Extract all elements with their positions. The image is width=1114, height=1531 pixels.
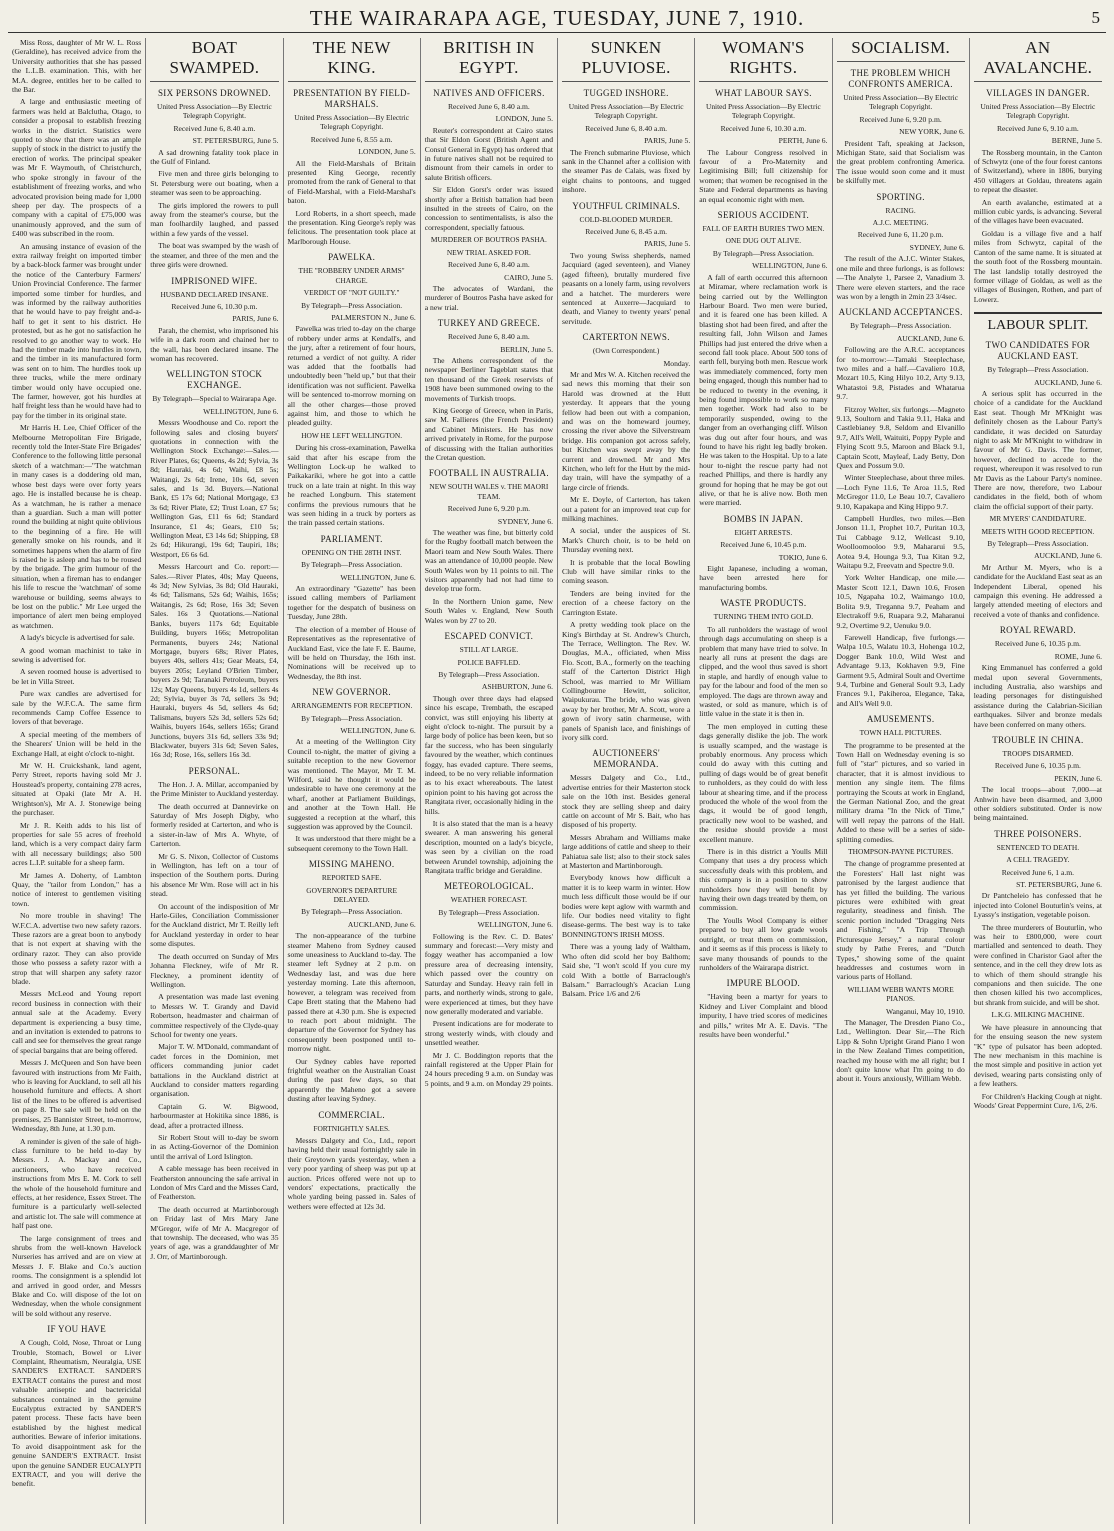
article-paragraph: Dr Pantcheleio has confessed that he injected into Colonel Bouturlin's veins, at Lyassy's instigation, vegetable poison. [973,891,1102,920]
section-heading: AUCKLAND ACCEPTANCES. [838,307,963,318]
subheading: By Telegraph—Press Association. [438,669,540,679]
article-paragraph: Though over three days had elapsed since his escape, Trembath, the escaped convict, was still enjoying his liberty at eight o'clock to-night. The pursuit by a large body of police has been keen, but so far the success, who has been singularly favoured by the weather, which continues foggy, has evaded capture. There seems, indeed, to be no very reliable information as to his exact whereabouts. The latest opinion point to his having got across the Rangitata river, occasionally hiding in the hills. [424,693,553,816]
subheading: NEW TRIAL ASKED FOR. [446,247,531,257]
subheading: United Press Association—By Electric Telegraph Copyright. [843,93,958,112]
place-line: ST. PETERSBURG, June 5. [192,136,279,146]
article-paragraph: President Taft, speaking at Jackson, Michigan State, said that Socialism was the great problem confronting America. The issue would soon come and it must be skilfully met. [836,138,965,186]
subheading: MEETS WITH GOOD RECEPTION. [981,526,1095,536]
column-headline: THE NEW KING. [288,38,416,82]
article-paragraph: King Emmanuel has conferred a gold medal upon several Governments, including Australia, also warships and leading personages for distinguished assistance during the Calabrian-Sicilian earthquakes. Silver and bronze medals have been conferred on many others. [973,663,1102,729]
section-heading: IMPURE BLOOD. [726,978,801,989]
subheading: United Press Association—By Electric Telegraph Copyright. [980,102,1096,121]
article-paragraph: Messrs Harcourt and Co. report:—Sales.—River Plates, 40s; May Queens, 4s 3d; New Sylvias, 3s 8d; Old Hauraki, 4s 6d; Talismans, 52s 6d; Waihis, 165s; Waitangis, 2s 6d; Rose, 16s 3d; Seven Sales. 16s 3 Quotations.—National Banks, buyers 117s 6d; Equitable Building, buyers 166s; Metropolitan Permanents, buyers 24s; National Mortgage, buyers 68s; River Plates, buyers 40s, sellers 41s; Gear Meats, £4, buyers 205s; Leyland O'Brien Timber, buyers 2s 9d; Taranaki Petroleum, buyers 12s; May Queens, buyers 4s 1d, sellers 4s 2d; Sylvia, buyer 3s 7d, sellers 3s 9d; Hauraki, buyers 4s 5d, sellers 4s 6d; Talismans, buyers 52s 3d, sellers 52s 6d; Waihis, buyers 164s, sellers 165s; Grand Junctions, buyers 31s 6d, sellers 33s 9d; Blackwater, buyers 31s 6d; Seven Sales, 16s 3d; Rose, 16s, sellers 16s 3d. [150,562,279,760]
article-paragraph: The men employed in cutting these dags generally dislike the job. The work is usually scamped, and the wastage is probably enormous. Any process which could do away with this cutting and pulling of dags would be of great benefit to runholders, as they could do with less labour at shearing time, and if the process produced the whole of the wool from the dags, it would be of good length, practically new wool to be washed, and the residue should provide a most excellent manure. [699,721,828,844]
subheading: NEW SOUTH WALES v. THE MAORI TEAM. [429,482,549,501]
article-paragraph: King George of Greece, when in Paris, saw M. Fallieres (the French President) and Cabinet Ministers. He has now arrived privately in Rome, for the purpose of discussing with the Italian authorities the Cretan question. [424,405,553,462]
subheading: A CELL TRAGEDY. [1006,855,1070,865]
dateline: Received June 6, 10.30 a.m. [720,123,807,133]
subheading: United Press Association—By Electric Telegraph Copyright. [706,102,821,121]
article-paragraph: Five men and three girls belonging to St. Petersburg were out boating, when a steamer was seen to be approaching. [150,169,279,198]
article-paragraph: At a meeting of the Wellington City Council to-night, the matter of giving a suitable reception to the new Governor was mentioned. The Mayor, Mr T. M. Wilford, said he thought it would be undesirable to have one ceremony at the wharf, another at Parliament Buildings, and another at the Town Hall. He suggested a reception at the wharf, this suggestion was approved by the Council. [287,737,416,831]
article-paragraph: The boat was swamped by the wash of the steamer, and three of the men and the three girls were drowned. [150,241,279,270]
article-paragraph: Mr and Mrs W. A. Kitchen received the sad news this morning that their son Harold was drowned at the Hutt yesterday. It appears that the young fellow had been out with a companion, and was on the homeward journey, crossing the river above the Silverstream bridge. His companion got across safely, but Kitchen was swept away by the current and drowned. Mr and Mrs Kitchen, who left for the Hutt by the mid-day train, will have the sympathy of a large circle of friends. [562,369,691,492]
article-paragraph: Mr Harris H. Lee, Chief Officer of the Melbourne Metropolitan Fire Brigade, recently told the Inter-State Fire Brigades' Conference to the following little personal sketch of a watchman:—"The watchman in many cases is a doddering old man, whose best days were over forty years ago. He is installed because he is cheap. As a watchman, he is rather a menace than a guardian. Such a man will potter round the building at night quite oblivious to the beginning of a fire. He will generally smoke on his rounds, and it sometimes happens when the alarm of fire is raised he is asleep and has to be roused by the brigade. The grim humour of the situation, when a fireman has to endanger his life to rescue the 'watchman' of some warehouse or building, seems always to be lost on the public." Mr Lee urged the importance of alert men being employed as watchmen. [12,423,142,630]
subheading: VERDICT OF "NOT GUILTY." [303,288,400,298]
article-paragraph: Captain G. W. Bigwood, harbourmaster at Hokitika since 1886, is dead, after a protracted illness. [150,1101,279,1130]
article-paragraph: The local troops—about 7,000—at Anhwin have been disarmed, and 3,000 other soldiers substituted. Order is now being maintained. [973,785,1102,823]
section-heading: WHAT LABOUR SAYS. [714,88,812,98]
place-line: PEKIN, June 6. [1054,773,1102,783]
subheading: TURNING THEM INTO GOLD. [713,612,814,622]
section-heading: IMPRISONED WIFE. [171,275,258,286]
place-line: SYDNEY, June 6. [497,516,553,526]
article-paragraph: Pawelka was tried to-day on the charge of robbery under arms at Kendall's, and the jury, after a retirement of four hours, returned a verdict of not guilty. A rider was added that the footballs had undoubtedly been "held up," but that their identification was not sufficient. Pawelka will be sentenced to-morrow morning on all the other charges—those proved against him, and those to which he pleaded guilty. [287,324,416,428]
subheading: United Press Association—By Electric Telegraph Copyright. [157,102,272,121]
masthead [0,0,1114,34]
article-paragraph: A sad drowning fatality took place in the Gulf of Finland. [150,147,279,167]
column-8 [969,38,1106,1524]
article-paragraph: There is in this district a Youlls Mill Company that uses a dry process which successfully deals with this problem, and this company is in a position to show runholders how they will benefit by having their own dags treated by them, on commission. [699,847,828,913]
place-line: PALMERSTON N., June 6. [331,312,416,322]
article-paragraph: During his cross-examination, Pawelka said that after his escape from the Wellington Lock-up he walked to Paikakariki, where he got into a cattle truck on a late train at night. In this way he reached Longburn. This statement confirms the previous rumours that he was seen hiding in a truck by porters as the train passed certain stations. [287,443,416,528]
section-heading: TURKEY AND GREECE. [437,318,541,329]
place-line: WELLINGTON, June 6. [477,920,553,930]
article-paragraph: Sir Robert Stout will to-day be sworn in as Acting-Governor of the Dominion until the arrival of Lord Islington. [150,1133,279,1161]
article-paragraph: Miss Ross, daughter of Mr W. L. Ross (Geraldine), has received advice from the University authorities that she has passed the L.L.B. examination. This, with her M.A. degree, entitles her to be called to the Bar. [12,38,142,95]
article-paragraph: A good woman machinist to take in sewing is advertised for. [12,645,142,664]
dateline: Received June 6, 8.40 a.m. [585,123,668,133]
article-paragraph: Everybody knows how difficult a matter it is to keep warm in winter. How much less difficult those would be if our bodies were kept aglow with warmth and life. Our bodies need vitality to fight disease-germs. The best way is to take BONNINGTON'S IRISH MOSS. [562,873,691,939]
article-paragraph: The non-appearance of the turbine steamer Maheno from Sydney caused some uneasiness to Auckland to-day. The steamer left Sydney at 2 p.m. on Wednesday last, and was due here yesterday morning. Late this afternoon, however, a telegram was received from Cape Brett stating that the Maheno had passed there at 4.30 p.m. She is expected to reach port about midnight. The departure of the Governor for Sydney has consequently been postponed until to-morrow night. [287,931,416,1054]
article-paragraph: Mr J. R. Keith adds to his list of properties for sale 55 acres of freehold land, which is a very compact dairy farm with all necessary buildings; also 500 acres L.I.P. suitable for a sheep farm. [12,820,142,868]
article-paragraph: Following is the Rev. C. D. Bates' summary and forecast:—Very misty and foggy weather has accompanied a low pressure area of decreasing intensity, which passed over the country on Saturday and Sunday. Heavy rain fell in parts, and northerly winds, strong to gale, were experienced at times, but they have now generally moderated and variable. [424,931,553,1016]
subheading: HUSBAND DECLARED INSANE. [160,289,269,299]
subheading: By Telegraph—Press Association. [438,907,540,917]
column-2 [145,38,282,1524]
dateline: Received June 6, 8.40 a.m. [447,332,530,342]
article-paragraph: A large and enthusiastic meeting of farmers was held at Balclutha, Otago, to consider a proposal to establish freezing works in the district. Statistics were quoted to show that there was an ample supply of stock in the district to justify the erection of works. The principal speaker was Mr F. Waymouth, of Christchurch, who spoke strongly in favour of the establishment of freezing works, and who advocated provision being made for 1,000 sheep per day. The prospects of a company with a capital of £75,000 was unanimously approved, and the sum of £400 was subscribed in the room. [12,97,142,239]
dateline: Received June 6, 9.20 p.m. [859,114,942,124]
newspaper-title: THE WAIRARAPA AGE, TUESDAY, JUNE 7, 1910. [309,6,805,30]
article-paragraph: "Having been a martyr for years to Kidney and Liver Complaint and blood impurity, I have tried scores of medicines and pills," writes Mr A. E. Davis. "The results have been wonderful." [699,992,828,1039]
place-line: ROME, June 6. [1054,651,1102,661]
article-paragraph: A seven roomed house is advertised to be let in Villa Street. [12,667,142,686]
column-headline: SOCIALISM. [837,38,965,62]
article-paragraph: The death occurred at Dannevirke on Saturday of Mrs Joseph Digby, who formerly resided at Carterton, and who is a sister-in-law of Mrs A. Whyte, of Carterton. [150,801,279,849]
article-paragraph: The election of a member of House of Representatives as the representative of Auckland East, vice the late F. E. Baume, will be held on Thursday, the 16th inst. Nominations will be received up to Wednesday, the 8th inst. [287,624,416,681]
article-paragraph: A reminder is given of the sale of high-class furniture to be held to-day by Messrs. J. A. Mackay and Co., auctioneers, who have received instructions from Mrs E. M. Cork to sell the whole of the household furniture and effects, at her residence, Essex Street. The furniture is a particularly well-selected and artistic lot. The sale will commence at half past one. [12,1136,142,1231]
section-heading: WELLINGTON STOCK EXCHANGE. [166,369,263,391]
place-line: WELLINGTON, June 6. [752,261,828,271]
article-paragraph: It is probable that the local Bowling Club will have similar rinks to the coming season. [562,557,691,586]
section-heading: NATIVES AND OFFICERS. [433,88,545,98]
place-line: PARIS, June 5. [644,136,691,146]
place-line: SYDNEY, June 6. [909,242,965,252]
subheading: By Telegraph—Press Association. [987,365,1089,375]
column-7 [832,38,969,1524]
dateline: Received June 6, 10.30 p.m. [171,301,258,311]
subheading: By Telegraph—Press Association. [712,248,814,258]
dateline: Received June 6, 8.45 a.m. [585,227,668,237]
article-paragraph: A social, under the auspices of St. Mark's Church choir, is to be held on Thursday evening next. [562,526,691,555]
subheading: FALL OF EARTH BURIES TWO MEN. [702,224,825,234]
article-paragraph: A fall of earth occurred this afternoon at Miramar, where reclamation work is being carried out by the Wellington Harbour Board. Two men were buried, and it is feared one has been killed. A blasting shot had been fired, and after the resulting fall, John Wilson and James Phillips had just entered the drive when a second fall took place. About 500 tons of earth fell, burying both men. Rescue work was immediately commenced, forty men being engaged, though this number had to be reduced to twenty in the evening, it being found impossible to work so many men together. Work had also to be temporarily suspended, owing to the danger from an overhanging cliff. Wilson was dug out after four hours, and was found to have his right leg badly broken. He was taken to the Hospital. Up to a late hour to-night the rescue party had not reached Phillips, and there is hardly any ground for hoping that he may be got out alive, or that he is alive now. Both men were married. [699,272,828,508]
article-paragraph: Fitzroy Welter, six furlongs.—Magneto 9.13, Soultorn and Takia 9.11, Haka and Castlebianey 9.8, Seldom and Elvanillo 9.7, All's Well, Waituiti, Poppy Pyple and Flying Scott 9.5, Maroon and Black 9.1, Captain Scott, Mayleaf, Lady Betty, Don Quex and Possum 9.0. [836,404,965,470]
article-paragraph: A presentation was made last evening to Messrs W. T. Grandy and David Robertson, headmaster and chairman of committee respectively of the Clyde-quay School for twenty one years. [150,992,279,1039]
place-line: TOKIO, June 6. [778,552,828,562]
subheading: By Telegraph—Press Association. [850,321,952,331]
place-line: AUCKLAND, June 6. [896,333,965,343]
section-heading: TWO CANDIDATES FOR AUCKLAND EAST. [985,340,1091,362]
article-paragraph: Messrs J. McQueen and Son have been favoured with instructions from Mr Faith, who is leaving for Auckland, to sell all his household furniture and effects. A short list of the lines to be offered is advertised on page 8. The sale will be held on the premises, 25 Bannister Street, to-morrow, Wednesday, 8th June, at 1.30 p.m. [12,1058,142,1134]
dateline: Received June 6, 10.35 p.m. [994,639,1081,649]
subheading: TROOPS DISARMED. [1002,748,1074,758]
section-heading: AUCTIONEERS' MEMORANDA. [592,748,660,770]
article-paragraph: The Hon. J. A. Millar, accompanied by the Prime Minister to Auckland yesterday. [150,779,279,799]
dateline: Received June 6, 1 a.m. [1001,867,1075,877]
section-heading: SPORTING. [876,191,925,202]
article-paragraph: Campbell Hurdles, two miles.—Ben Jonson 11.1, Prophet 10.7, Puritan 10.3, Tui Cabbage 9.12, Wellcast 9.10, Woolloomooloo 9.9, Mahararui 9.5, Aotea 9.4, Hounga 9.3, Tua Kitan 9.2, Waitapu 9.2, Freevatn and Spectre 9.0. [836,514,965,571]
article-paragraph: It is also stated that the man is a heavy swearer. A man answering his general description, mounted on a lady's bicycle, was seen by a civilian on the road between Arundel township, adjoining the Rangitata traffic bridge and Geraldine. [424,819,553,876]
article-paragraph: The programme to be presented at the Town Hall on Wednesday evening is so full of "star" pictures, and so varied in character, that it is almost invidious to mention any single item. The films portraying the Scouts at work in England, the German National Zoo, and the great military drama "In the Nick of Time," will well repay the patrons of the Hall. Added to these will be a series of side-splitting comedies. [836,740,965,844]
dateline: Received June 6, 8.40 a.m. [447,260,530,270]
subheading: SENTENCED TO DEATH. [996,842,1080,852]
article-paragraph: Winter Steeplechase, about three miles.—Loch Fyne 11.6, Te Aroa 11.5, Red McGregor 11.0, Le Beau 10.7, Cavaliero 9.10, Kapakapa and King Hippo 9.7. [836,473,965,511]
subheading: THE "ROBBERY UNDER ARMS" CHARGE. [298,266,405,285]
column-5 [557,38,694,1524]
article-paragraph: Messrs Dalgety and Co., Ltd., advertise entries for their Masterton stock sale on the 10th inst. Besides general stock they are selling sheep and dairy cattle on account of Mr S. Bait, who has disposed of his property. [562,773,691,830]
column-headline: BOAT SWAMPED. [150,38,278,82]
section-heading: AMUSEMENTS. [866,714,935,725]
dateline: Received June 6, 8.40 a.m. [173,123,256,133]
section-heading: PAWELKA. [328,252,376,263]
place-line: Monday. [663,358,691,368]
place-line: ASHBURTON, June 6. [481,682,553,692]
section-heading: PERSONAL. [188,765,241,776]
article-paragraph: The change of programme presented at the Foresters' Hall last night was patronised by the largest audience that has yet filled the building. The various pictures were exhibited with great regularity, steadiness and finish. The scenic portion included "Dragging Nets and Fishing," "A Trip Through Picturesque Jersey," a natural colour study by Pathe Freres, and "Dutch Types," showing some of the quaint headdresses and costumes worn in various parts of Holland. [836,859,965,982]
column-1 [8,38,145,1524]
article-paragraph: The advocates of Wardani, the murderer of Boutros Pasha have asked for a new trial. [424,283,553,312]
section-heading: BOMBS IN JAPAN. [723,513,804,524]
section-heading: FOOTBALL IN AUSTRALIA. [428,468,549,479]
subheading: By Telegraph—Special to Wairarapa Age. [152,394,277,404]
subheading: GOVERNOR'S DEPARTURE DELAYED. [306,885,397,905]
subheading: ARRANGEMENTS FOR RECEPTION. [290,701,413,711]
article-paragraph: An extraordinary "Gazette" has been issued calling members of Parliament together for the despatch of business on Tuesday, June 28th. [287,584,416,622]
article-paragraph: Mr J. C. Boddington reports that the rainfall registered at the Upper Plain for 24 hours preceding 9 a.m. on Sunday was 5 points, and 9 a.m. on Monday 29 points. [424,1050,553,1088]
article-paragraph: The French submarine Pluviose, which sank in the Channel after a collision with the steamer Pas de Calais, was fixed by eight chains to pontoons, and tugged inshore. [562,147,691,195]
section-heading: METEOROLOGICAL. [444,881,534,892]
dateline: Received June 6, 9.10 a.m. [996,123,1079,133]
section-heading: VILLAGES IN DANGER. [986,88,1090,98]
article-paragraph: The Rossberg mountain, in the Canton of Schwytz (one of the four forest cantons of Switzerland), where in 1806, burying 450 villagers at Goldau, threatens again to repeat the disaster. [973,147,1102,195]
article-paragraph: To all runholders the wastage of wool through dags accumulating on sheep is a problem that many have tried to solve. In nearly all runs at present the dags are clipped, and the wool thus saved is short in staple, and hardly of enough value to pay for the labour and food of the men so employed. The dags are thrown away and wasted, or sold as manure, which is of little value in the state it is then in. [699,624,828,719]
place-line: LONDON, June 5. [358,147,416,157]
section-heading: PRESENTATION BY FIELD-MARSHALS. [293,88,411,109]
article-paragraph: Reuter's correspondent at Cairo states that Sir Eldon Gorst (British Agent and Consul General in Egypt) has ordered that in future natives shall not be required to dismount from their camels in order to salute British officers. [424,125,553,182]
subheading: THOMPSON-PAYNE PICTURES. [848,847,954,857]
article-paragraph: The result of the A.J.C. Winter Stakes, one mile and three furlongs, is as follows:—The Analyte 1, Parsee 2, Vanadium 3. There were eleven starters, and the race was won by a length in 2min 23 3/4sec. [836,254,965,301]
dateline: Received June 6, 10.35 p.m. [994,761,1081,771]
article-paragraph: The weather was fine, but bitterly cold for the Rugby football match between the Maori team and New South Wales. There was an attendance of 10,000 people. New South Wales won by 11 points to nil. The visitors apparently had not had time to develop true form. [424,528,553,594]
place-line: BERNE, June 5. [1051,136,1102,146]
place-line: LONDON, June 5. [495,114,553,124]
column-headline: AN AVALANCHE. [974,38,1102,82]
article-paragraph: The large consignment of trees and shrubs from the well-known Havelock Nurseries has arrived and are on view at Messrs J. F. Blake and Co.'s auction rooms. The consignment is a splendid lot and arrived in good order, and Messrs Blake and Co. will dispose of the lot on Wednesday, when the whole consignment will be sold without any reserve. [12,1233,142,1318]
article-paragraph: Mr W. H. Cruickshank, land agent, Perry Street, reports having sold Mr J. Houstead's property, containing 278 acres, situated at Opaki (late Mr A. H. Wrightson's), Mr A. J. Stonewige being the purchaser. [12,761,142,818]
article-paragraph: Present indications are for moderate to strong westerly winds, with cloudy and unsettled weather. [424,1019,553,1048]
subheading: L.K.G. MILKING MACHINE. [991,1010,1085,1020]
article-paragraph: A Cough, Cold, Nose, Throat or Lung Trouble, Stomach, Bowel or Liver Complaint, Rheumatism, Neuralgia, USE SANDER'S EXTRACT. SANDER'S EXTRACT contains the purest and most valuable antiseptic and bactericidal substances contained in the genuine Eucalyptus extracted by SANDER'S patent process. These facts have been established by the highest medical authorities. Beware of inferior imitations. To avoid disappointment ask for the genuine SANDER'S EXTRACT. Insist upon the genuine SANDER EUCALYPTI EXTRACT, and you will derive the benefit. [12,1338,142,1489]
article-paragraph: Messrs Dalgety and Co., Ltd., report having held their usual fortnightly sale in their Greytown yards yesterday, when a very poor yarding of sheep was put up at auction. Prices offered were not up to vendors' expectations, practically the whole yarding being passed in. Sales of wethers were effected at 12s 3d. [287,1135,416,1211]
place-line: NEW YORK, June 6. [899,127,965,137]
place-line: Wanganui, May 10, 1910. [886,1006,965,1016]
column-4 [420,38,557,1524]
article-paragraph: Messrs Abraham and Williams make large additions of cattle and sheep to their Pahiatua sale list; also to their stock sales at Masterton and Martinborough. [562,832,691,871]
section-heading: WASTE PRODUCTS. [720,598,807,609]
section-heading: NEW GOVERNOR. [312,687,391,698]
article-paragraph: The Manager, The Dresden Piano Co., Ltd., Wellington. Dear Sir,—The Rich Lipp & Sohn Upright Grand Piano I won in the New Zealand Times competition, reached my house with me all right; but I don't quite know what I'm going to do about it. Yours anxiously, William Webb. [836,1017,965,1084]
article-paragraph: York Welter Handicap, one mile.—Master Scott 12.1, Dawn 10.6, Frosen 10.5, Ngapaha 10.2, Waimango 10.0, Bolita 9.9, Treganna 9.7, Peaham and Electrakoff 9.6, Ruapara 9.2, Maharanui 9.2, Overtime 9.2, Uenuku 9.0. [836,573,965,630]
subheading: RACING. [885,205,916,215]
subheading: HOW HE LEFT WELLINGTON. [301,430,403,440]
subheading: A.J.C. MEETING. [872,218,929,228]
article-paragraph: The death occurred at Martinborough on Friday last of Mrs Mary Jane M'Gregor, wife of Mr A. Macgregor of that township. The deceased, who was 35 years of age, was a granddaughter of Mr J. Orr, of Martinborough. [150,1204,279,1261]
section-heading: ROYAL REWARD. [999,625,1076,636]
place-line: PARIS, June 6. [232,314,279,324]
article-paragraph: Messrs Woodhouse and Co. report the following sales and closing buyers' quotations in connection with the Wellington Stock Exchange:—Sales.—River Plates, 6s; Queens, 4s 2d; Sylvia, 3s 8d; Hauraki, 4s 6d; Waihi, £8 5s; Waitangi, 2s 6d; Irene, 10s 6d, seven sales, and 1s 3d. Buyers.—National Bank, £5 17s 6d; National Mortgage, £3 3s 6d; River Plate, £2; Trust Loan, £7 5s; Wellington Gas, £11 6s 6d; Standard Insurance, £1 4s; Gears, £10 5s; Wellington Meat, £3 14s 6d; Shipping, £8 2s 6d; Hikurangi, 19s 6d; Taupiri, 18s; Westport, £6 6s 6d. [150,418,279,559]
place-line: PERTH, June 6. [778,136,828,146]
subheading: POLICE BAFFLED. [457,657,521,667]
article-paragraph: Farewell Handicap, five furlongs.—Walpa 10.5, Walatu 10.3, Hohenga 10.2, Dogger Bank 10.0, Wild West and Advantage 9.13, Kokhaven 9.9, Fine Garment 9.5, Admiral Soult and Overtime 9.4, Turbine and General Soult 9.3, Lady Frances 9.1, Pakiheroa, Elegance, Taka, and All's Well 9.0. [836,632,965,708]
article-paragraph: Two young Swiss shepherds, named Jacquiard (aged seventeen), and Vianey (aged fifteen), brutally murdered five peasants on a lonely farm, using revolvers and a hatchet. The murderers were sentenced at Auxerre—Jacquiard to death, and Vianey to twenty years' penal servitude. [562,250,691,326]
dateline: Received June 6, 8.40 a.m. [447,102,530,111]
article-paragraph: A pretty wedding took place on the King's Birthday at St. Andrew's Church, The Terrace, Wellington. The Rev. W. Douglas, M.A., officiated, when Miss Flo. Scott, B.A., formerly on the teaching staff of the Carterton District High School, was married to Mr William Collingbourne Hewitt, solicitor, Waipukurau. The bride, who was given away by her brother, Mr A. Scott, wore a gown of ivory satin charmeuse, with panels of Spanish lace, and finishings of ivory silk cord. [562,620,691,742]
place-line: AUCKLAND, June 6. [1034,551,1102,561]
section-heading: THE PROBLEM WHICH CONFRONTS AMERICA. [848,68,953,89]
article-paragraph: We have pleasure in announcing that for the ensuing season the new system "K" type of pulsator has been adopted. The new mechanism in this machine is the most simple and positive in action yet devised, wearing parts consisting only of a few leathers. [973,1022,1102,1089]
article-paragraph: Messrs McLeod and Young report record business in connection with their annual sale at the Academy. Every department is experiencing a busy time, and an invitation is extended to patrons to call and see for themselves the great range of special bargains that are being offered. [12,989,142,1055]
section-heading: THREE POISONERS. [994,828,1082,839]
article-paragraph: Parah, the chemist, who imprisoned his wife in a dark room and chained her to the wall, has been declared insane. The woman has recovered. [150,325,279,363]
place-line: ST. PETERSBURG, June 6. [1016,880,1102,889]
place-line: BERLIN, June 5. [500,344,553,354]
section-heading: CARTERTON NEWS. [582,332,670,343]
place-line: CAIRO, June 5. [504,272,553,282]
dateline: Received June 6, 10.45 p.m. [720,540,807,550]
subheading: COLD-BLOODED MURDER. [579,214,673,224]
subheading: TOWN HALL PICTURES. [859,728,942,738]
section-heading: TUGGED INSHORE. [583,88,669,98]
article-paragraph: A serious split has occurred in the choice of a candidate for the Auckland East seat. Though Mr M'Knight was definitely chosen as the Labour Party's candidate, it was decided on Saturday night to ask Mr M'Knight to withdraw in favour of Mr G. Davis. The former, however, declined to accede to the request, whereupon it was resolved to run Mr Davis as the Labour Party's nominee. There are now, therefore, two Labour candidates in the field, both of whom claim the official support of their party. [973,388,1102,511]
place-line: PARIS, June 5. [644,239,691,249]
place-line: WELLINGTON, June 6. [203,406,279,416]
section-heading: TROUBLE IN CHINA. [992,734,1084,745]
article-paragraph: The death occurred on Sunday of Mrs Johanna Fleckney, wife of Mr R. Fleckney, a prominent identity of Wellington. [150,951,279,989]
dateline: Received June 6, 11.20 p.m. [857,230,944,240]
column-headline: SUNKEN PLUVIOSE. [562,38,690,82]
subheading: MURDERER OF BOUTROS PASHA. [430,235,547,245]
subheading: (Own Correspondent.) [592,346,660,356]
section-heading: ESCAPED CONVICT. [444,631,534,642]
subheading: OPENING ON THE 28TH INST. [301,547,402,557]
subheading: United Press Association—By Electric Telegraph Copyright. [294,113,409,132]
article-paragraph: Major T. W. M'Donald, commandant of cadet forces in the Dominion, met officers commanding junior cadet battalions in the Auckland district at Auckland to consider matters regarding organisation. [150,1042,279,1099]
article-paragraph: All the Field-Marshals of Britain presented King George, recently promoted from the rank of General to that of Field-Marshal, with a Field-Marshal's baton. [287,158,416,206]
subheading: REPORTED SAFE. [321,873,382,883]
subheading: By Telegraph—Press Association. [301,907,403,917]
subheading: By Telegraph—Press Association. [301,560,403,570]
place-line: AUCKLAND, June 6. [1034,377,1102,387]
dateline: Received June 6, 9.20 p.m. [447,504,530,514]
article-paragraph: It was understood that there might be a subsequent ceremony to the Town Hall. [287,834,416,853]
column-headline: BRITISH IN EGYPT. [425,38,553,82]
article-paragraph: There was a young lady of Waltham, Who often did scold her boy Balthom; Said she, "I won't scold If you cure my cold With a bottle of Barraclough's Balsam." Barraclough's Acacian Lung Balsam. Price 1/6 and 2/6 [562,942,691,999]
masthead-rule [8,32,1106,33]
column-6 [694,38,831,1524]
subheading: MR MYERS' CANDIDATURE. [989,514,1087,524]
section-heading: IF YOU HAVE [47,1324,107,1335]
article-paragraph: Eight Japanese, including a woman, have been arrested here for manufacturing bombs. [699,564,828,592]
article-paragraph: The Labour Congress resolved in favour of a Pro-Maternity and Legitimising Bill; full citizenship for women; that women be recognised in the State and Federal departments as having an equal economic right with men. [699,147,828,204]
article-paragraph: The Athens correspondent of the newspaper Berliner Tageblatt states that ten thousand of the Greek reservists of 1908 have been summoned owing to the movements of Turkish troops. [424,355,553,403]
article-paragraph: A special meeting of the members of the Shearers' Union will be held in the Exchange Hall, at eight o'clock to-night. [12,729,142,758]
subheading: STILL AT LARGE. [459,645,519,655]
article-paragraph: Mr G. S. Nixon, Collector of Customs in Wellington, has left on a tour of inspection of the Southern ports. During his absence Mr Wm. Rose will act in his stead. [150,851,279,899]
column-3 [283,38,420,1524]
section-heading: PARLIAMENT. [320,533,383,544]
article-paragraph: On account of the indisposition of Mr Harle-Giles, Conciliation Commissioner for the Auckland district, Mr T. Reilly left for Auckland yesterday in order to hear some disputes. [150,901,279,949]
subheading: FORTNIGHTLY SALES. [313,1123,390,1133]
place-line: AUCKLAND, June 6. [347,919,416,929]
article-paragraph: In the Northern Union game, New South Wales v. England, New South Wales won by 27 to 20. [424,596,553,625]
subheading: WEATHER FORECAST. [450,895,527,905]
section-heading: MISSING MAHENO. [308,859,395,870]
article-paragraph: A lady's bicycle is advertised for sale. [20,633,135,643]
article-paragraph: Mr James A. Doherty, of Lambton Quay, the "tailor from London," has a notice of interest to gentlemen visiting town. [12,870,142,908]
article-paragraph: Sir Eldon Gorst's order was issued shortly after a British battalion had been insulted in the streets of Cairo, on the concession to sentimentalists, is also the correspondent, specially fatuous. [424,185,553,232]
article-paragraph: Our Sydney cables have reported frightful weather on the Australian Coast during the past few days, so that apparently the Maheno got a severe dusting after leaving Sydney. [287,1056,416,1104]
subheading: By Telegraph—Press Association. [987,539,1089,549]
columns-container [8,38,1106,1524]
subheading: WILLIAM WEBB WANTS MORE PIANOS. [847,984,954,1004]
article-paragraph: Following are the A.R.C. acceptances for to-morrow:—Tamaki Steeplechase, two miles and a half.—Cavaliero 10.8, Mozart 10.5, King Hilyo 10.2, Arty 9.13, Whatastoi 9.8, Pistades and Whatarua 9.7. [836,345,965,402]
subheading: EIGHT ARRESTS. [734,527,793,537]
page-number: 5 [1091,8,1100,27]
article-paragraph: The girls implored the rowers to pull away from the steamer's course, but the man foolhardily laughed, and passed within a few yards of the vessel. [150,200,279,238]
article-paragraph: No more trouble in shaving! The W.F.C.A. advertise two new safety razors. These razors are a great boon to anybody that is not expert at shaving with the ordinary razor. They can also provide those who possess a safety razor with a strop that will sharpen any safety razor blade. [12,911,142,986]
article-paragraph: An earth avalanche, estimated at a million cubic yards, is advancing. Several of the villages have been evacuated. [973,197,1102,226]
article-paragraph: Mr E. Doyle, of Carterton, has taken out a patent for an improved teat cup for milking machines. [562,495,691,524]
subheading: By Telegraph—Press Association. [301,300,403,310]
dateline: Received June 6, 8.55 a.m. [310,134,393,144]
article-paragraph: Tenders are being invited for the erection of a cheese factory on the Carrington Estate. [562,588,691,617]
subheading: ONE DUG OUT ALIVE. [725,236,802,246]
subheading: United Press Association—By Electric Telegraph Copyright. [568,102,684,121]
article-paragraph: The Youlls Wool Company is either prepared to buy all low grade wools outright, or treat them on commission, and it seems as if this process is likely to save many thousands of pounds to the runholders of the Wairarapa district. [699,915,828,972]
column-headline: WOMAN'S RIGHTS. [699,38,827,82]
section-heading: SIX PERSONS DROWNED. [157,88,271,98]
section-heading: SERIOUS ACCIDENT. [717,210,810,221]
article-paragraph: A cable message has been received in Featherston announcing the safe arrival in London of Mrs Card and the Misses Card, of Featherston. [150,1164,279,1202]
article-paragraph: An amusing instance of evasion of the extra railway freight on imported timber by a back-block farmer was brought under the notice of the Canterbury Farmers' Union Provincial Conference. The farmer imported some timber for hurdles, and was informed by the railway authorities that he would have to pay freight and-a-half to get it sent to his district. He protested, but as he got no satisfaction he resolved to go another way to work. He had the timber made into hurdles in town, and the timber in its manufactured form was sent on to him. The hurdles took up three trucks, while the mere ordinary timber would only have occupied one. The farmer, however, got his hurdles at half freight less than he would have had to pay for the timber in its original state. [12,241,142,420]
section-headline: LABOUR SPLIT. [974,312,1102,334]
article-paragraph: Pure wax candles are advertised for sale by the W.F.C.A. The same firm recommends Camp Coffee Essence to lovers of that beverage. [12,689,142,727]
section-heading: YOUTHFUL CRIMINALS. [572,200,681,211]
place-line: WELLINGTON, June 6. [340,572,416,582]
article-paragraph: Mr Arthur M. Myers, who is a candidate for the Auckland East seat as an Independent Liberal, opened his campaign this evening. He addressed a largely attended meeting of electors and received a vote of thanks and confidence. [973,562,1102,619]
article-paragraph: For Children's Hacking Cough at night. Woods' Great Peppermint Cure, 1/6, 2/6. [973,1091,1102,1110]
section-heading: COMMERCIAL. [318,1109,385,1120]
place-line: WELLINGTON, June 6. [340,725,416,735]
article-paragraph: Lord Roberts, in a short speech, made the presentation. King George's reply was felicitous. The presentation took place at Marlborough House. [287,208,416,246]
article-paragraph: The three murderers of Bouturlin, who was heir to £800,000, were court martialled and sentenced to death. They were confined in Charistor Gaol after the sentence, and in the cell they drew lots as to which of them should strangle his companions and then suicide. The one then chosen killed his two accomplices, but shrank from suicide, and will be shot. [973,922,1102,1007]
article-paragraph: Goldau is a village five and a half miles from Schwytz, capital of the Canton of the same name. It is situated at the south foot of the Rossberg mountain. The last landslip totally destroyed the former village of Goldau, as well as the villages of Busingen, Rothen, and part of Lowerz. [973,228,1102,304]
subheading: By Telegraph—Press Association. [301,713,403,723]
